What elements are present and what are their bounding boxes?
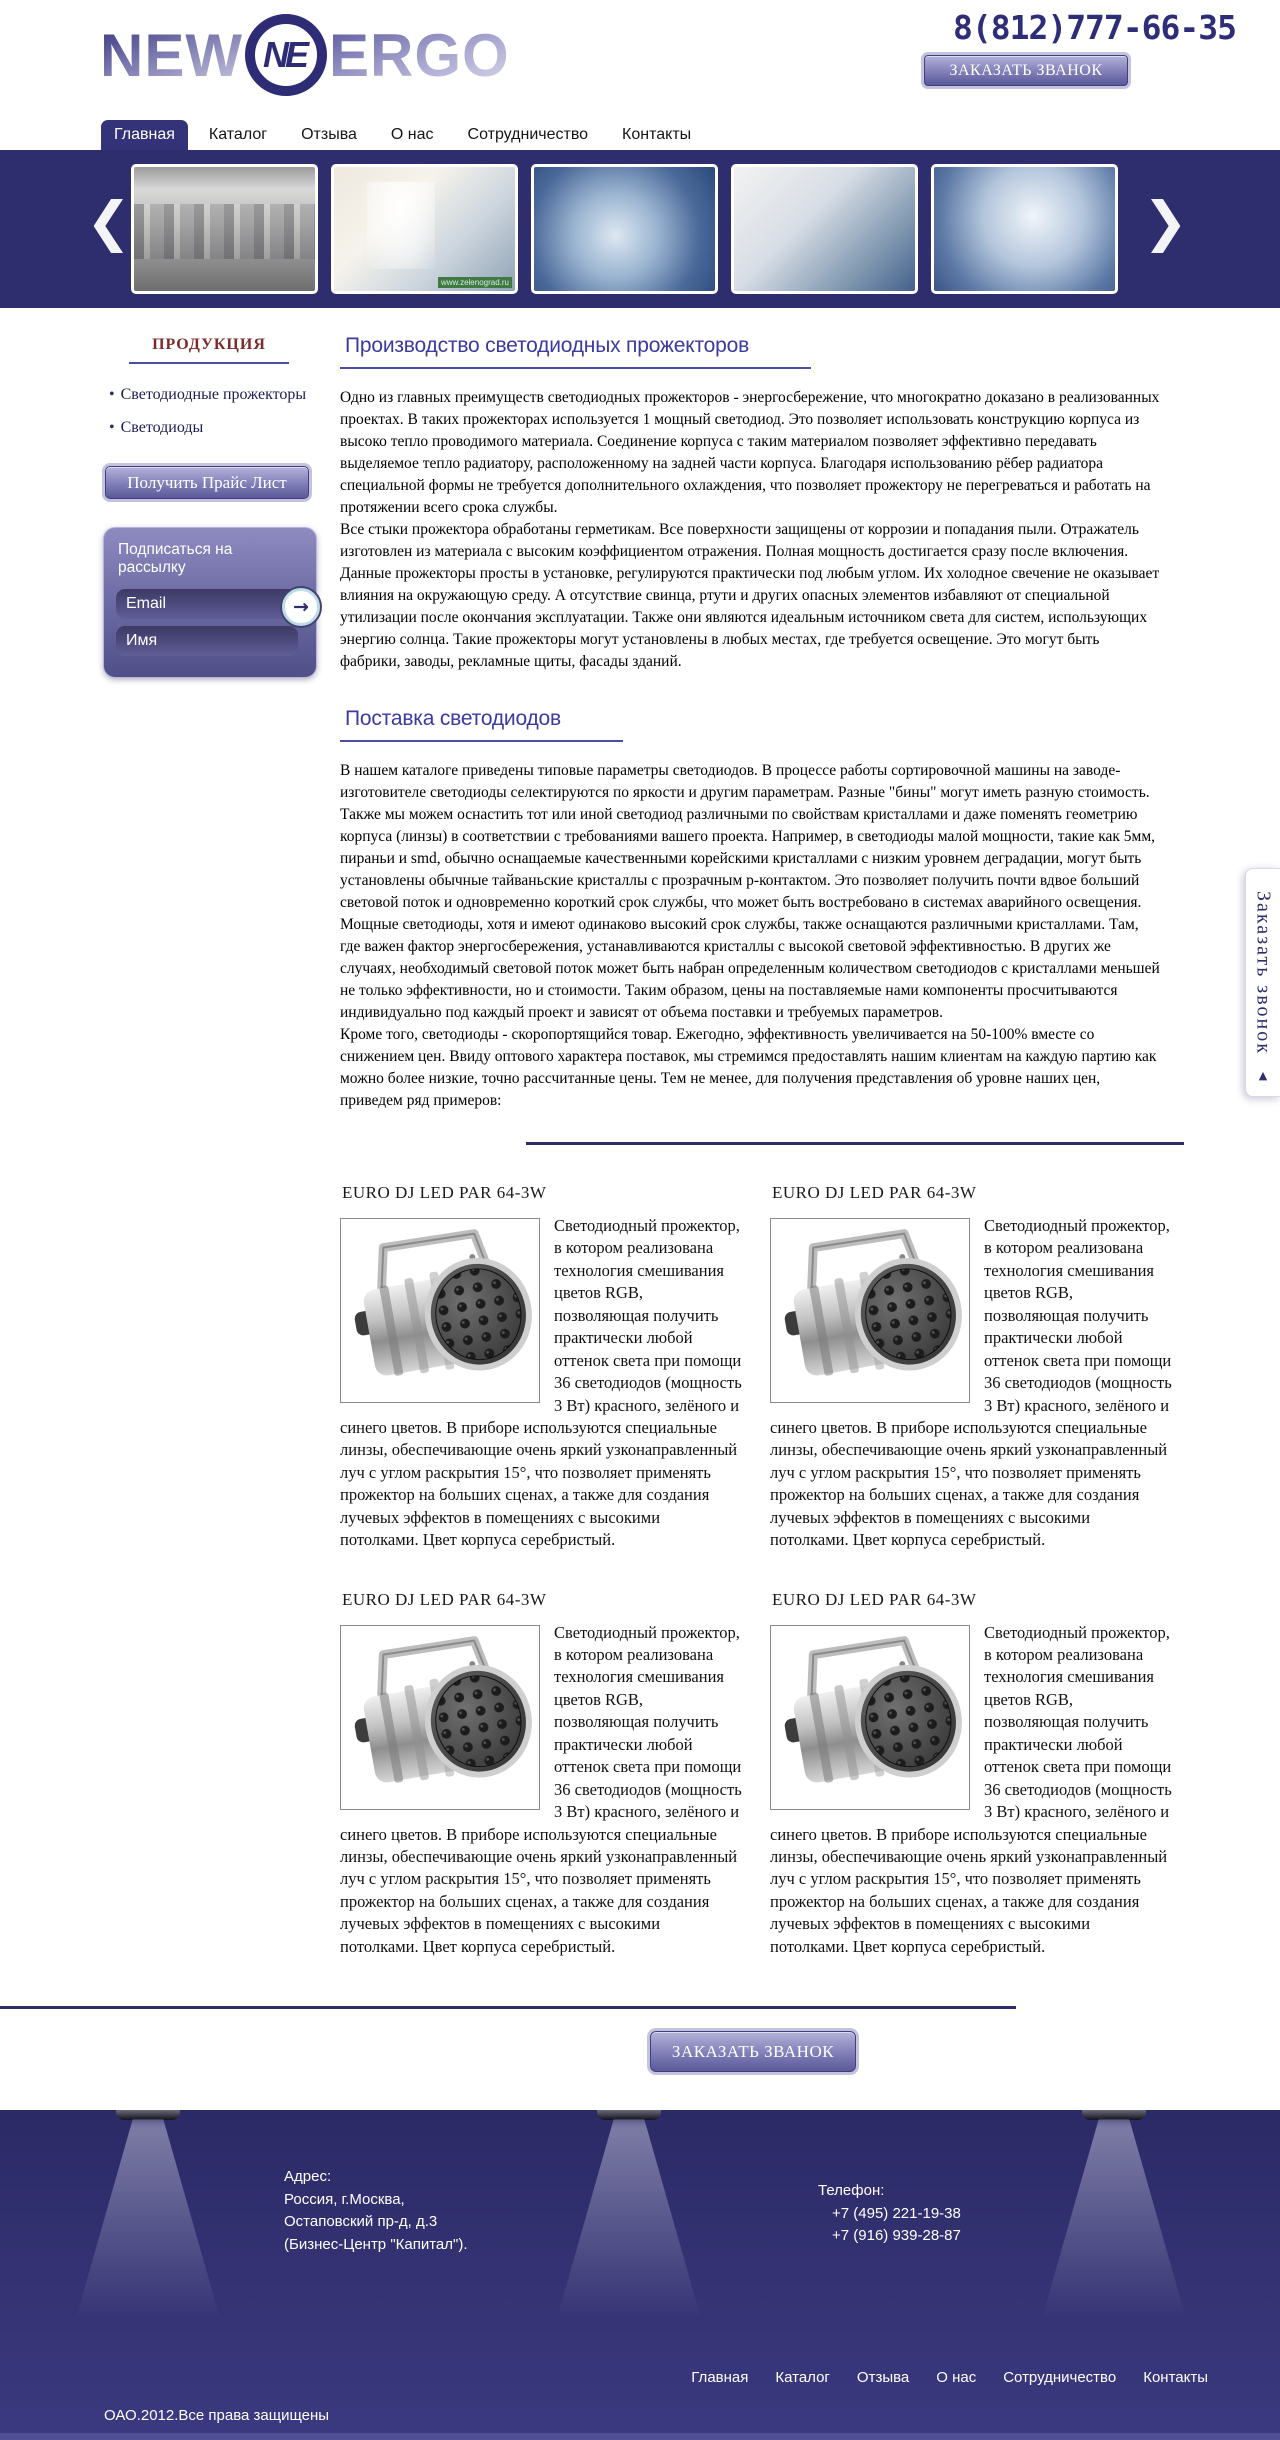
carousel-photo[interactable] (131, 164, 318, 294)
phone-label: Телефон: (818, 2182, 885, 2200)
section-title-production: Производство светодиодных прожекторов (340, 334, 811, 369)
spotlight-beam (63, 2119, 233, 2364)
bullet-icon: • (109, 386, 115, 403)
divider (526, 1142, 1184, 1145)
footer-nav-link[interactable]: Сотрудничество (1003, 2369, 1117, 2387)
header-phone-number: 8(812)777-66-35 (952, 8, 1236, 47)
product-title: EURO DJ LED PAR 64-3W (772, 1589, 977, 1609)
up-triangle-icon: ▲ (1258, 1068, 1268, 1082)
spotlight-lamp-icon (116, 2110, 180, 2120)
callback-request-button-top[interactable]: ЗАКАЗАТЬ ЗВАНОК (924, 55, 1128, 86)
carousel-prev-arrow-icon[interactable]: ❮ (86, 190, 132, 253)
section-supply-text (340, 760, 1162, 1112)
led-par-spotlight-image (770, 1218, 970, 1403)
nav-item[interactable]: Контакты (622, 126, 692, 143)
nav-item[interactable]: Каталог (208, 126, 268, 143)
bullet-icon: • (109, 419, 115, 436)
sidebar-title: ПРОДУКЦИЯ (129, 336, 289, 364)
product-category-link[interactable] (109, 386, 331, 404)
nav-item[interactable]: Отзыва (301, 126, 357, 143)
page-footer (0, 2110, 1280, 2440)
logo-monogram: NE (262, 34, 305, 75)
product-description: Светодиодный прожектор, в котором реализована технология смешивания цветов RGB, позволяющая получить практически любой оттенок света при помощи 36 светодиодов (мощность 3 Вт) красного, зелёного и синего цветов. В приборе используются специальные линзы, обеспечивающие очень яркий узконаправленный луч с углом раскрытия 15°, что позволяет применять прожектор на больших сценах, а также для создания лучевых эффектов в помещениях с высокими потолками. Цвет корпуса серебристый. (340, 1622, 742, 1956)
product-title: EURO DJ LED PAR 64-3W (772, 1183, 977, 1202)
sidebar (103, 334, 331, 678)
subscribe-title: Подписаться на рассылку (118, 541, 233, 576)
footer-nav-link[interactable]: Отзыва (856, 2369, 910, 2387)
product-category-label: Светодиодные прожекторы (120, 386, 307, 403)
spotlight-beam (544, 2119, 714, 2364)
get-price-list-button[interactable]: Получить Прайс Лист (105, 466, 309, 499)
callback-request-button-bottom[interactable]: ЗАКАЗАТЬ ЗВАНОК (650, 2031, 856, 2072)
address-line: (Бизнес-Центр "Капитал"). (284, 2235, 468, 2253)
subscribe-submit-arrow-button[interactable]: → (282, 588, 320, 626)
product-grid (340, 1183, 1172, 1958)
phone-number-list (818, 2203, 961, 2248)
product-description: Светодиодный прожектор, в котором реализована технология смешивания цветов RGB, позволяющая получить практически любой оттенок света при помощи 36 светодиодов (мощность 3 Вт) красного, зелёного и синего цветов. В приборе используются специальные линзы, обеспечивающие очень яркий узконаправленный луч с углом раскрытия 15°, что позволяет применять прожектор на больших сценах, а также для создания лучевых эффектов в помещениях с высокими потолками. Цвет корпуса серебристый. (770, 1622, 1172, 1956)
product-card (340, 1183, 742, 1552)
product-card (340, 1590, 742, 1959)
footer-bottom-strip (0, 2433, 1280, 2440)
section-production-text (340, 387, 1162, 673)
carousel-photo[interactable] (531, 164, 718, 294)
divider (0, 2006, 1016, 2009)
nav-item[interactable]: О нас (390, 126, 434, 143)
paragraph: В нашем каталоге приведены типовые параметры светодиодов. В процессе работы сортировочной машины на заводе-изготовителе светодиоды селектируются по яркости и другим параметрам. Разные "бины" могут иметь разную стоимость. Также мы можем оснастить тот или иной светодиод различными по свойствам кристаллами и даже поменять геометрию корпуса (линзы) в соответствии с требованиями вашего проекта. Например, в светодиоды малой мощности, такие как 5мм, пираньи и smd, обычно оснащаемые качественными корейскими кристаллами с низким уровнем деградации, могут быть установлены обычные тайваньские кристаллы с прозрачным p-контактом. Это позволяет получить почти вдвое больший световой поток и одновременно короткий срок службы, что может быть востребовано в системах аварийного освещения. (340, 762, 1156, 911)
phone-number: +7 (916) 939-28-87 (832, 2227, 961, 2245)
product-card (770, 1183, 1172, 1552)
callback-side-tab[interactable] (1245, 868, 1280, 1097)
product-title: EURO DJ LED PAR 64-3W (342, 1589, 547, 1609)
product-description: Светодиодный прожектор, в котором реализована технология смешивания цветов RGB, позволяющая получить практически любой оттенок света при помощи 36 светодиодов (мощность 3 Вт) красного, зелёного и синего цветов. В приборе используются специальные линзы, обеспечивающие очень яркий узконаправленный луч с углом раскрытия 15°, что позволяет применять прожектор на больших сценах, а также для создания лучевых эффектов в помещениях с высокими потолками. Цвет корпуса серебристый. (340, 1216, 742, 1550)
led-par-spotlight-image (340, 1218, 540, 1403)
product-category-link[interactable] (109, 419, 331, 437)
logo-text-ergo: ERGO (328, 21, 510, 89)
carousel-photo[interactable] (731, 164, 918, 294)
page-header (0, 0, 1280, 118)
paragraph: Данные прожекторы просты в установке, регулируются практически под любым углом. Их холодное свечение не оказывает влияния на окружающую среду. А отсутствие свинца, ртути и других опасных элементов избавляют от специальной утилизации после окончания эксплуатации. Также они являются идеальным источником света для систем, использующих энергию солнца. Такие прожекторы могут установлены в любых местах, где требуется освещение. Это могут быть фабрики, заводы, рекламные щиты, фасады зданий. (340, 565, 1160, 670)
spotlight-beam (1029, 2119, 1199, 2364)
paragraph: Кроме того, светодиоды - скоропортящийся товар. Ежегодно, эффективность увеличивается на 50-100% вместе со снижением цен. Ввиду оптового характера поставок, мы стремимся предоставлять нашим клиентам на каждую партию как можно более низкие, точно рассчитанные цены. Тем не менее, для получения представления об уровне наших цен, приведем ряд примеров: (340, 1026, 1157, 1109)
paragraph: Все стыки прожектора обработаны герметикам. Все поверхности защищены от коррозии и попадания пыли. Отражатель изготовлен из материала с высоким коэффициентом отражения. Полная мощность достигается сразу после включения. (340, 521, 1139, 560)
copyright-text: ОАО.2012.Все права защищены (104, 2407, 330, 2425)
nav-item[interactable]: Главная (101, 120, 188, 150)
carousel-slides (131, 164, 1118, 294)
newsletter-subscribe-widget (103, 527, 317, 678)
carousel-photo[interactable] (331, 164, 518, 294)
logo-monogram-circle-icon (245, 14, 327, 96)
spotlight-lamp-icon (1082, 2110, 1146, 2120)
footer-navigation (691, 2369, 1208, 2386)
section-title-supply: Поставка светодиодов (340, 707, 623, 742)
address-line: Россия, г.Москва, (284, 2190, 405, 2208)
footer-nav-link[interactable]: Главная (691, 2369, 749, 2387)
photo-carousel (0, 150, 1280, 308)
subscribe-name-input[interactable] (116, 626, 298, 656)
phone-number: +7 (495) 221-19-38 (832, 2204, 961, 2222)
photo-watermark: www.zelenograd.ru (438, 277, 512, 288)
main-navigation (101, 118, 1280, 150)
carousel-photo[interactable] (931, 164, 1118, 294)
logo-text-new: NEW (100, 21, 243, 89)
spotlight-lamp-icon (597, 2110, 661, 2120)
product-title: EURO DJ LED PAR 64-3W (342, 1183, 547, 1202)
footer-nav-link[interactable]: Контакты (1143, 2369, 1208, 2387)
product-card (770, 1590, 1172, 1959)
footer-nav-link[interactable]: О нас (936, 2369, 977, 2387)
main-column (340, 334, 1172, 1958)
product-description: Светодиодный прожектор, в котором реализована технология смешивания цветов RGB, позволяющая получить практически любой оттенок света при помощи 36 светодиодов (мощность 3 Вт) красного, зелёного и синего цветов. В приборе используются специальные линзы, обеспечивающие очень яркий узконаправленный луч с углом раскрытия 15°, что позволяет применять прожектор на больших сценах, а также для создания лучевых эффектов в помещениях с высокими потолками. Цвет корпуса серебристый. (770, 1216, 1172, 1550)
led-par-spotlight-image (340, 1625, 540, 1810)
content-area (0, 308, 1280, 1958)
led-par-spotlight-image (770, 1625, 970, 1810)
subscribe-email-input[interactable] (116, 589, 298, 619)
company-logo[interactable] (100, 14, 510, 96)
footer-phones (818, 2180, 961, 2248)
side-tab-label: Заказать звонок (1252, 891, 1275, 1055)
paragraph: Одно из главных преимуществ светодиодных прожекторов - энергосбережение, что многократно доказано в реализованных проектах. В таких прожекторах используется 1 мощный светодиод. Это позволяет использовать конструкцию корпуса из высоко тепло проводимого материала. Соединение корпуса с таким материалом позволяет эффективно передавать выделяемое тепло радиатору, расположенному на задней части корпуса. Благодаря использованию рёбер радиатора специальной формы не требуется дополнительного охлаждения, что позволяет прожектору не перегреваться и работать на протяжении всего срока службы. (340, 389, 1160, 516)
product-category-list (109, 386, 331, 437)
address-line: Адрес: (284, 2168, 332, 2186)
product-category-label: Светодиоды (120, 419, 204, 436)
nav-item[interactable]: Сотрудничество (467, 126, 589, 143)
carousel-next-arrow-icon[interactable]: ❯ (1142, 190, 1188, 253)
paragraph: Мощные светодиоды, хотя и имеют одинаково высокий срок службы, также оснащаются различными кристаллами. Там, где важен фактор энергосбережения, устанавливаются кристаллы с высокой световой эффективностью. В других же случаях, необходимый световой поток может быть набран определенным количеством светодиодов с кристаллами меньшей не только эффективности, но и стоимости. Таким образом, цены на поставляемые нами компоненты просчитываются индивидуально под каждый проект и зависят от объема поставки и требуемых параметров. (340, 916, 1160, 1021)
footer-nav-link[interactable]: Каталог (775, 2369, 830, 2387)
footer-address (284, 2166, 468, 2256)
address-line: Остаповский пр-д, д.3 (284, 2213, 438, 2231)
